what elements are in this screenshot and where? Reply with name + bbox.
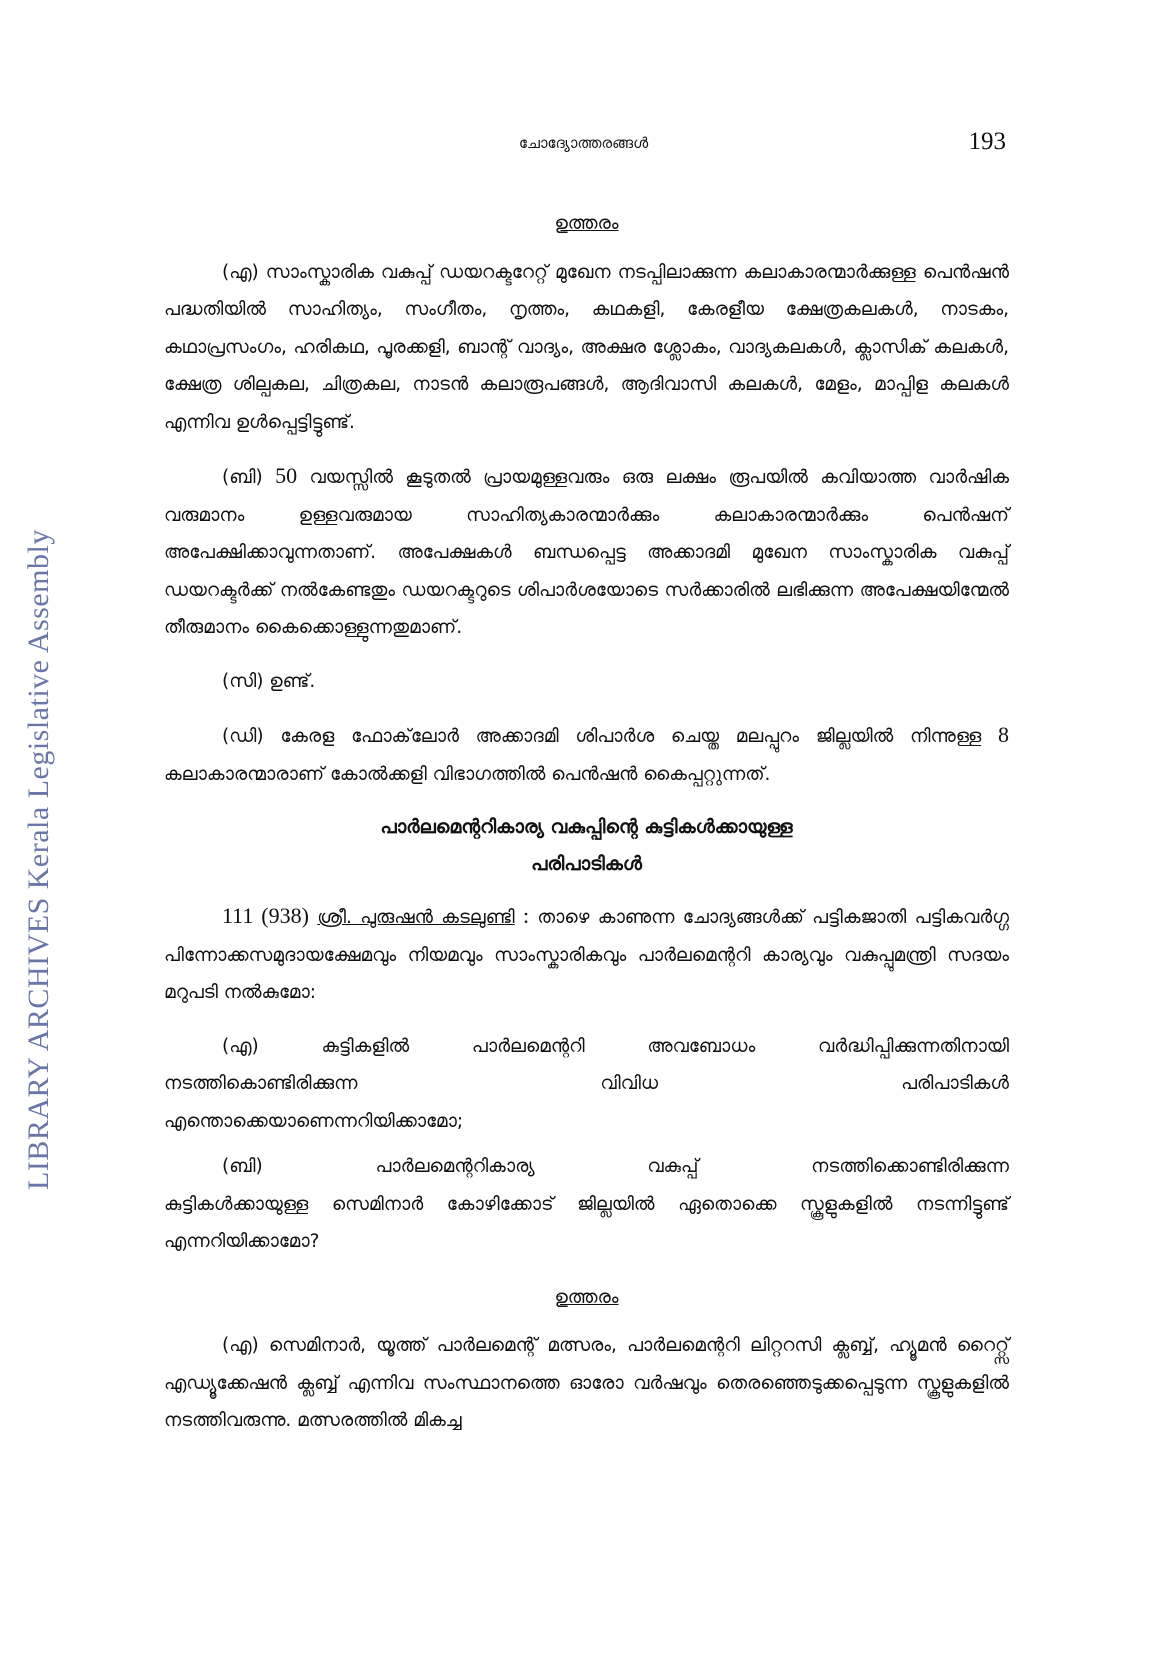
question-a-word: നടത്തികൊണ്ടിരിക്കുന്ന [164,1073,358,1094]
question-b-rest: കുട്ടികൾക്കായുള്ള സെമിനാർ കോഴിക്കോട് ജില്ലയിൽ ഏതൊക്കെ സ്കൂളുകളിൽ നടന്നിട്ടുണ്ട് എന്നറിയിക്കാമോ? [164,1193,1009,1252]
archive-watermark: LIBRARY ARCHIVES Kerala Legislative Assembly [22,529,55,1190]
section-title-line-1: പാർലമെന്ററികാര്യ വകുപ്പിന്റെ കുട്ടികൾക്കായുള്ള [380,816,793,838]
question-a-word: പരിപാടികൾ [901,1073,1009,1094]
page-body [164,205,1009,1456]
question-b-line-1 [164,1148,1009,1186]
question-a-line-1: (എ) കുട്ടികളിൽ പാർലമെന്ററി അവബോധം വർദ്ധിപ്പിക്കുന്നതിനായി [222,1035,1009,1057]
question-part-a [164,1028,1009,1141]
answer-paragraph-c: (സി) ഉണ്ട്. [222,670,316,692]
member-name: ശ്രീ. പുരുഷൻ കടലുണ്ടി [317,907,515,928]
question-intro-text: താഴെ കാണുന്ന ചോദ്യങ്ങൾക്ക് പട്ടികജാതി പട്ടികവർഗ്ഗ പിന്നോക്കസമുദായക്ഷേമവും നിയമവും സാംസ്കാരികവും പാർലമെന്ററി കാര്യവും വകുപ്പുമന്ത്രി സദയം മറുപടി നൽകുമോ: [164,907,1009,1003]
answer-heading-2: ഉത്തരം [554,1286,619,1308]
page-header [0,128,1167,168]
question-b-word: പാർലമെന്ററികാര്യ [375,1156,535,1177]
age-number: 50 [275,463,298,488]
answer-paragraph-d [164,716,1009,793]
running-title: ചോദ്യോത്തരങ്ങൾ [518,134,649,152]
question-part-b [164,1148,1009,1261]
question-a-line-2 [164,1065,1009,1103]
para-b-lead: (ബി) [222,467,263,488]
answer-2-paragraph-a: (എ) സെമിനാർ, യൂത്ത് പാർലമെന്റ് മത്സരം, പാർലമെന്ററി ലിറ്ററസി ക്ലബ്ബ്, ഹ്യൂമൻ റൈറ്റ്സ് എഡ്യൂക്കേഷൻ ക്ലബ്ബ് എന്നിവ സംസ്ഥാനത്തെ ഓരോ വർഷവും തെരഞ്ഞെടുക്കപ്പെടുന്ന സ്കൂളുകളിൽ നടത്തിവരുന്നു. മത്സരത്തിൽ മികച്ച [164,1335,1009,1431]
answer-paragraph-a: (എ) സാംസ്കാരിക വകുപ്പ് ഡയറക്ടറേറ്റ് മുഖേന നടപ്പിലാക്കുന്ന കലാകാരന്മാർക്കുള്ള പെൻഷൻ പദ്ധതിയിൽ സാഹിത്യം, സംഗീതം, നൃത്തം, കഥകളി, കേരളീയ ക്ഷേത്രകലകൾ, നാടകം, കഥാപ്രസംഗം, ഹരികഥ, പൂരക്കളി, ബാന്റ് വാദ്യം, അക്ഷര ശ്ലോകം, വാദ്യകലകൾ, ക്ലാസിക് കലകൾ, ക്ഷേത്ര ശില്പകല, ചിത്രകല, നാടൻ കലാരൂപങ്ങൾ, ആദിവാസി കലകൾ, മേളം, മാപ്പിള കലകൾ എന്നിവ ഉൾപ്പെട്ടിട്ടുണ്ട്. [164,261,1009,433]
para-b-text: വയസ്സിൽ കൂടുതൽ പ്രായമുള്ളവരും ഒരു ലക്ഷം രൂപയിൽ കവിയാത്ത വാർഷിക വരുമാനം ഉള്ളവരുമായ സാഹിത്യകാരന്മാർക്കും കലാകാരന്മാർക്കും പെൻഷന് അപേക്ഷിക്കാവുന്നതാണ്. അപേക്ഷകൾ ബന്ധപ്പെട്ട അക്കാദമി മുഖേന സാംസ്കാരിക വകുപ്പ് ഡയറക്ടർക്ക് നൽകേണ്ടതും ഡയറക്ടറുടെ ശിപാർശയോടെ സർക്കാരിൽ ലഭിക്കുന്ന അപേക്ഷയിന്മേൽ തീരുമാനം കൈക്കൊള്ളുന്നതുമാണ്. [164,467,1010,638]
question-b-word: നടത്തിക്കൊണ്ടിരിക്കുന്ന [811,1156,1009,1177]
question-intro [164,897,1009,1012]
artist-count: 8 [997,722,1009,747]
page-number: 193 [968,128,1006,155]
question-a-line-3: എന്തൊക്കെയാണെന്നറിയിക്കാമോ; [164,1110,464,1132]
section-title [164,809,1009,883]
answer-paragraph-b [164,457,1009,647]
para-d-pre: (ഡി) കേരള ഫോക്‌ലോർ അക്കാദമി ശിപാർശ ചെയ്ത മലപ്പുറം ജില്ലയിൽ നിന്നുള്ള [222,726,982,747]
section-title-line-2: പരിപാടികൾ [531,853,642,875]
answer-heading: ഉത്തരം [554,213,619,234]
question-b-word: (ബി) [222,1156,263,1177]
para-d-post: കലാകാരന്മാരാണ് കോൽക്കളി വിഭാഗത്തിൽ പെൻഷൻ കൈപ്പറ്റുന്നത്. [164,763,771,785]
question-a-word: വിവിധ [600,1073,659,1094]
question-colon: : [522,903,530,928]
question-b-word: വകുപ്പ് [647,1156,699,1177]
question-number: 111 (938) [222,903,309,928]
